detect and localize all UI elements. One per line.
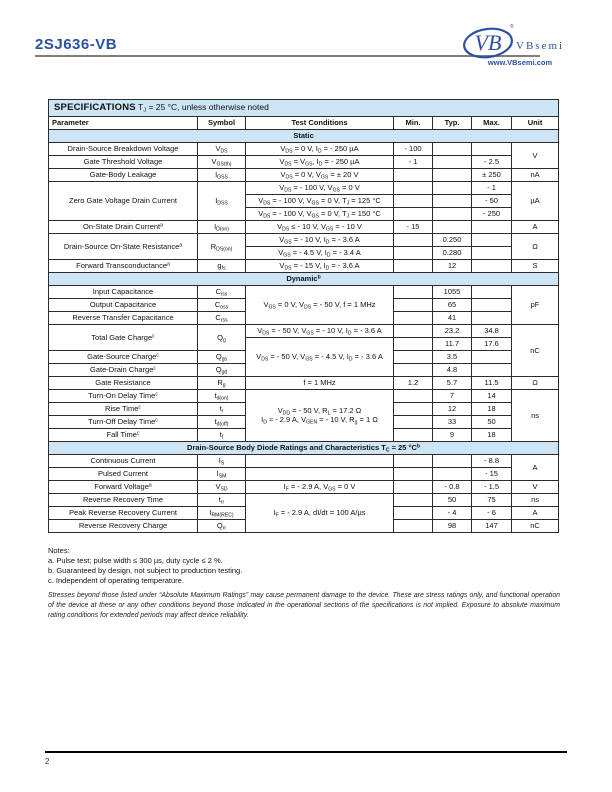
spec-table-body [49,129,559,532]
table-cell: $V_{GS} = 0$ V, $V_{DS}$ = - 50 V, f = 1 MHz [246,285,394,324]
section-row [49,129,559,142]
table-cell: ns [512,389,559,441]
table-cell [472,363,512,376]
table-cell: Reverse Recovery Charge [49,519,198,532]
column-header: Max. [472,116,512,129]
note-b: b. Guaranteed by design, not subject to production testing. [48,566,243,576]
table-cell: $V_{DS}$ [198,142,246,155]
column-header: Test Conditions [246,116,394,129]
table-cell [394,363,433,376]
table-cell: $C_{oss}$ [198,298,246,311]
table-cell: $V_{DS}$ = - 100 V, $V_{GS} = 0$ V [246,181,394,194]
table-cell: Gate-Body Leakage [49,168,198,181]
table-cell: $R_g$ [198,376,246,389]
table-cell [472,220,512,233]
table-cell: $I_{RM(REC)}$ [198,506,246,519]
table-cell: $I_S$ [198,454,246,467]
table-row [49,220,559,233]
table-cell: Input Capacitance [49,285,198,298]
table-cell: 17.6 [472,337,512,350]
table-cell: 14 [472,389,512,402]
table-cell: - 1 [472,181,512,194]
table-cell [472,350,512,363]
table-cell: Reverse Transfer Capacitance [49,311,198,324]
table-cell [394,480,433,493]
table-cell [394,246,433,259]
table-cell: 50 [433,493,472,506]
table-cell [394,194,433,207]
table-cell: 23.2 [433,324,472,337]
table-cell: 18 [472,428,512,441]
column-header: Symbol [198,116,246,129]
note-a: a. Pulse test; pulse width ≤ 300 µs, duty cycle ≤ 2 %. [48,556,223,566]
table-cell: - 6 [472,506,512,519]
table-row [49,259,559,272]
table-cell: A [512,454,559,480]
table-cell: Gate-Source Charge$^c$ [49,350,198,363]
table-cell: $V_{DD}$ = - 50 V, $R_L = 17.2$ Ω $I_D$ ≈ - 2.9 A, $V_{GEN}$ = - 10 V, $R_g = 1$ Ω [246,389,394,441]
table-cell: $I_F$ = - 2.9 A, $V_{GS} = 0$ V [246,480,394,493]
table-cell: $V_{DS}$ = - 100 V, $V_{GS} = 0$ V, $T_J = 125$ °C [246,194,394,207]
table-cell: Gate Threshold Voltage [49,155,198,168]
section-label: Dynamic$^b$ [49,272,559,285]
table-cell [246,454,394,467]
table-cell [472,246,512,259]
section-label: Static [49,129,559,142]
table-cell: - 250 [472,207,512,220]
table-cell [394,415,433,428]
table-cell: Total Gate Charge$^c$ [49,324,198,350]
table-cell: Peak Reverse Recovery Current [49,506,198,519]
table-cell [433,194,472,207]
table-cell: - 1.5 [472,480,512,493]
table-cell [394,337,433,350]
table-cell: - 0.8 [433,480,472,493]
table-cell [472,142,512,155]
table-cell [394,389,433,402]
table-cell: 33 [433,415,472,428]
notes-block [48,546,560,587]
table-cell [394,233,433,246]
table-cell [394,298,433,311]
table-cell [394,259,433,272]
table-cell: $I_{GSS}$ [198,168,246,181]
table-cell: $V_{DS}$ = - 15 V, $I_D$ = - 3.6 A [246,259,394,272]
table-cell: ns [512,493,559,506]
table-cell: $V_{GS(th)}$ [198,155,246,168]
table-cell [394,506,433,519]
table-cell: 11.5 [472,376,512,389]
table-cell: $t_{rr}$ [198,493,246,506]
table-cell: µA [512,181,559,220]
table-cell: A [512,506,559,519]
table-cell [394,467,433,480]
table-row [49,168,559,181]
table-cell: 34.8 [472,324,512,337]
table-cell: - 1 [394,155,433,168]
table-cell: 11.7 [433,337,472,350]
section-row [49,441,559,454]
stress-disclaimer: Stresses beyond those listed under “Absolute Maximum Ratings” may cause permanent damage to the device. These are stress ratings only, and functional operation of the device at these or any other conditions beyond those indicated in the operational sections of the specifications is not implied. Exposure to absolute maximum rating conditions for extended periods may affect device reliability. [48,592,560,619]
table-title-bold: SPECIFICATIONS [54,102,136,113]
page-number: 2 [45,757,50,766]
table-cell: $V_{DS} = V_{GS}$, $I_D$ = - 250 µA [246,155,394,168]
table-cell [246,467,394,480]
table-cell [433,207,472,220]
table-cell: 65 [433,298,472,311]
table-cell: Forward Transconductance$^a$ [49,259,198,272]
table-row [49,454,559,467]
logo-website-link[interactable]: www.VBsemi.com [487,58,553,67]
table-cell [394,324,433,337]
table-row [49,233,559,246]
table-cell: $Q_g$ [198,324,246,350]
table-cell: 4.8 [433,363,472,376]
table-cell: 3.5 [433,350,472,363]
table-cell: - 100 [394,142,433,155]
table-cell: Gate-Drain Charge$^c$ [49,363,198,376]
table-cell [433,467,472,480]
table-cell [433,155,472,168]
table-cell: 50 [472,415,512,428]
table-cell: 5.7 [433,376,472,389]
table-cell: Continuous Current [49,454,198,467]
table-cell: $V_{DS}$ = - 100 V, $V_{GS} = 0$ V, $T_J = 150$ °C [246,207,394,220]
table-cell: 18 [472,402,512,415]
table-row [49,480,559,493]
table-cell: On-State Drain Current$^a$ [49,220,198,233]
table-row [49,493,559,506]
table-cell: Turn-Off Delay Time$^c$ [49,415,198,428]
table-cell: V [512,480,559,493]
table-cell [433,168,472,181]
table-row [49,389,559,402]
part-number-title: 2SJ636-VB [35,36,118,53]
table-cell: $I_F$ = - 2.9 A, dI/dt = 100 A/µs [246,493,394,532]
table-cell: Output Capacitance [49,298,198,311]
table-title-conditions: $T_J = 25$ °C, unless otherwise noted [135,102,269,114]
table-cell: 75 [472,493,512,506]
table-cell [433,454,472,467]
table-cell [394,285,433,298]
table-cell: 7 [433,389,472,402]
table-cell [472,298,512,311]
table-cell: S [512,259,559,272]
table-cell: $C_{rss}$ [198,311,246,324]
table-cell [394,207,433,220]
table-cell: Rise Time$^c$ [49,402,198,415]
table-cell: f = 1 MHz [246,376,394,389]
table-cell [394,454,433,467]
table-cell: Drain-Source Breakdown Voltage [49,142,198,155]
table-cell [394,519,433,532]
table-cell: $Q_{gd}$ [198,363,246,376]
footer-divider [45,751,567,753]
table-cell: $t_r$ [198,402,246,415]
table-cell: $t_{d(off)}$ [198,415,246,428]
table-cell: Turn-On Delay Time$^c$ [49,389,198,402]
section-label: Drain-Source Body Diode Ratings and Characteristics $T_C = 25$ $^\circ C^b$ [49,441,559,454]
table-cell [394,402,433,415]
table-cell: - 4 [433,506,472,519]
table-cell: 147 [472,519,512,532]
table-cell [394,311,433,324]
table-cell: nC [512,324,559,376]
table-cell [433,181,472,194]
table-cell: Fall Time$^c$ [49,428,198,441]
table-cell: $I_{SM}$ [198,467,246,480]
table-cell: pF [512,285,559,324]
table-cell: $g_{fs}$ [198,259,246,272]
vbsemi-logo-icon [462,26,514,60]
table-cell: Pulsed Current [49,467,198,480]
table-cell: Ω [512,233,559,259]
table-cell: nA [512,168,559,181]
table-cell: - 50 [472,194,512,207]
table-cell: $Q_{gs}$ [198,350,246,363]
table-cell [472,311,512,324]
table-cell: 98 [433,519,472,532]
table-cell: $R_{DS(on)}$ [198,233,246,259]
table-cell: - 15 [394,220,433,233]
table-cell: 1055 [433,285,472,298]
table-cell: V [512,142,559,168]
table-cell [472,233,512,246]
table-cell: $t_f$ [198,428,246,441]
table-cell: $C_{iss}$ [198,285,246,298]
table-cell: $I_{D(on)}$ [198,220,246,233]
table-cell: $t_{d(on)}$ [198,389,246,402]
table-cell: Gate Resistance [49,376,198,389]
table-cell [472,285,512,298]
table-cell: Ω [512,376,559,389]
table-title-row [49,100,559,117]
table-cell: $V_{DS} = 0$ V, $I_D$ = - 250 µA [246,142,394,155]
table-cell: $V_{DS}$ ≤ - 10 V, $V_{GS}$ = - 10 V [246,220,394,233]
table-cell: ± 250 [472,168,512,181]
logo-monogram: VB [474,30,502,55]
table-row [49,181,559,194]
table-cell: $I_{DSS}$ [198,181,246,220]
table-cell: $V_{GS}$ = - 10 V, $I_D$ = - 3.6 A [246,233,394,246]
table-cell: 41 [433,311,472,324]
column-header: Parameter [49,116,198,129]
table-cell: 12 [433,402,472,415]
table-cell: Zero Gate Voltage Drain Current [49,181,198,220]
column-header: Typ. [433,116,472,129]
vbsemi-logo [458,24,570,70]
table-cell: - 15 [472,467,512,480]
table-cell: $V_{GS}$ = - 4.5 V, $I_D$ = - 3.4 A [246,246,394,259]
table-cell [394,168,433,181]
table-cell [472,259,512,272]
table-cell: 0.250 [433,233,472,246]
section-row [49,272,559,285]
table-cell [433,220,472,233]
table-cell: nC [512,519,559,532]
table-cell: 12 [433,259,472,272]
table-cell: $V_{DS} = 0$ V, $V_{GS}$ = ± 20 V [246,168,394,181]
column-header: Unit [512,116,559,129]
table-cell: 1.2 [394,376,433,389]
table-cell: 9 [433,428,472,441]
table-cell [394,493,433,506]
specifications-table [48,99,559,533]
table-cell: 0.280 [433,246,472,259]
registered-mark: ® [510,24,514,30]
table-cell: A [512,220,559,233]
table-cell: - 2.5 [472,155,512,168]
logo-brand-text: VBsemi [516,40,565,52]
note-c: c. Independent of operating temperature. [48,576,184,586]
table-cell [394,428,433,441]
table-cell: Reverse Recovery Time [49,493,198,506]
table-row [49,142,559,155]
table-row [49,467,559,480]
table-cell: Forward Voltage$^a$ [49,480,198,493]
table-title [49,100,559,117]
table-cell: Drain-Source On-State Resistance$^a$ [49,233,198,259]
table-cell: $V_{SD}$ [198,480,246,493]
table-cell: $V_{DS}$ = - 50 V, $V_{GS}$ = - 10 V, $I_D$ = - 3.6 A [246,324,394,337]
table-row [49,324,559,337]
table-cell [394,181,433,194]
table-row [49,285,559,298]
table-cell: $V_{DS}$ = - 50 V, $V_{GS}$ = - 4.5 V, $I_D$ = - 3.6 A [246,337,394,376]
table-cell [394,350,433,363]
table-cell [433,142,472,155]
table-cell: - 8.8 [472,454,512,467]
column-header-row [49,116,559,129]
notes-title: Notes: [48,546,70,555]
table-row [49,376,559,389]
table-cell: $Q_{rr}$ [198,519,246,532]
table-row [49,155,559,168]
column-header: Min. [394,116,433,129]
